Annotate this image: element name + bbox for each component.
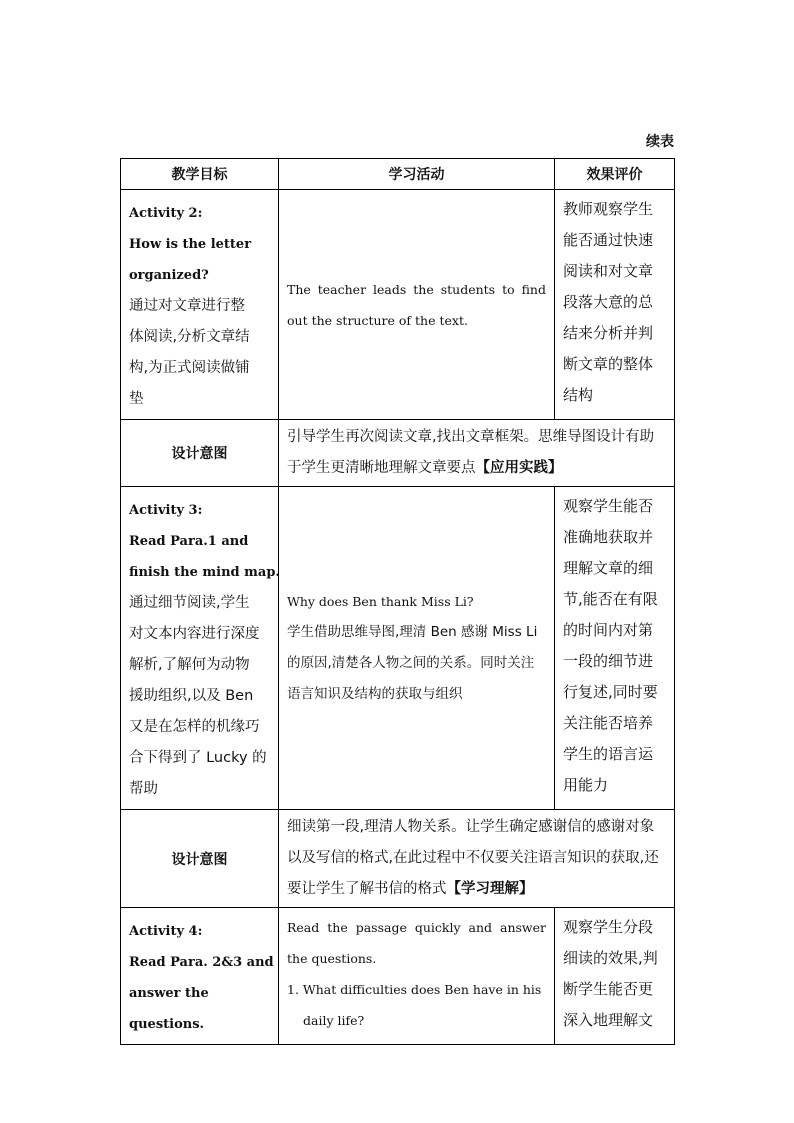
design-intent-label: 设计意图 [121,420,279,487]
goal-title-line: Activity 4: [129,924,203,939]
evaluation-line: 行复述,同时要 [563,683,658,701]
table-row-activity-4 [121,908,675,1045]
goal-cell [121,908,279,1045]
goal-desc-line: 援助组织,以及 Ben [129,688,254,704]
evaluation-line: 断文章的整体 [563,355,654,373]
goal-desc-line: 通过对文章进行整 [129,298,245,314]
goal-desc-line: 帮助 [129,781,158,797]
goal-title-line: organized? [129,268,209,283]
continued-label: 续表 [646,134,674,150]
goal-desc-line: 体阅读,分析文章结 [129,329,250,345]
lesson-plan-table [120,158,675,1045]
goal-title-line: Activity 2: [129,206,203,221]
evaluation-line: 段落大意的总 [563,293,654,311]
evaluation-line: 观察学生分段 [563,918,654,936]
evaluation-line: 结来分析并判 [563,324,654,342]
evaluation-line: 理解文章的细 [563,559,654,577]
evaluation-line: 阅读和对文章 [563,262,654,280]
evaluation-cell [555,190,675,420]
header-learning-activity: 学习活动 [279,159,555,190]
activity-cell [279,190,555,420]
goal-title-line: Read Para.1 and [129,534,249,549]
evaluation-line: 教师观察学生 [563,200,654,218]
goal-desc-line: 又是在怎样的机缘巧 [129,719,260,735]
goal-desc-line: 垫 [129,391,144,407]
evaluation-line: 观察学生能否 [563,497,654,515]
evaluation-line: 节,能否在有限 [563,590,658,608]
goal-desc-line: 对文本内容进行深度 [129,626,260,642]
activity-text-line: The teacher leads the students to find [287,281,546,297]
evaluation-line: 用能力 [563,776,609,794]
evaluation-line: 一段的细节进 [563,652,654,670]
activity-cell [279,908,555,1045]
design-intent-cell [279,810,675,908]
header-evaluation: 效果评价 [555,159,675,190]
table-row-design-intent [121,810,675,908]
goal-title-line: Read Para. 2&3 and [129,955,274,970]
evaluation-line: 的时间内对第 [563,621,654,639]
evaluation-cell [555,908,675,1045]
evaluation-line: 细读的效果,判 [563,949,658,967]
evaluation-line: 关注能否培养 [563,714,654,732]
design-intent-text: 细读第一段,理清人物关系。让学生确定感谢信的感谢对象以及写信的格式,在此过程中不仅要关注语言知识的获取,还要让学生了解书信的格式 [287,819,659,897]
evaluation-line: 能否通过快速 [563,231,654,249]
table-row-activity-2 [121,190,675,420]
activity-text-line: out the structure of the text. [287,312,468,328]
design-intent-label: 设计意图 [121,810,279,908]
activity-description: 学生借助思维导图,理清 Ben 感谢 Miss Li 的原因,清楚各人物之间的关系。同时关注语言知识及结构的获取与组织 [287,624,538,702]
goal-desc-line: 解析,了解何为动物 [129,657,250,673]
goal-title-line: Activity 3: [129,503,203,518]
goal-desc-line: 构,为正式阅读做铺 [129,360,250,376]
header-teaching-goal: 教学目标 [121,159,279,190]
evaluation-line: 准确地获取并 [563,528,654,546]
goal-cell [121,190,279,420]
table-header-row [121,159,675,190]
goal-desc-line: 通过细节阅读,学生 [129,595,250,611]
activity-question: Why does Ben thank Miss Li? [287,594,474,609]
goal-title-line: answer the [129,986,209,1001]
activity-cell [279,487,555,810]
design-intent-text: 引导学生再次阅读文章,找出文章框架。思维导图设计有助于学生更清晰地理解文章要点 [287,429,655,476]
design-intent-tag: 【应用实践】 [475,460,563,476]
goal-title-line: How is the letter [129,237,252,252]
evaluation-line: 学生的语言运 [563,745,654,763]
design-intent-cell [279,420,675,487]
goal-cell [121,487,279,810]
goal-title-line: finish the mind map. [129,565,280,580]
evaluation-cell [555,487,675,810]
evaluation-line: 断学生能否更 [563,980,654,998]
goal-desc-line: 合下得到了 Lucky 的 [129,750,267,766]
evaluation-line: 结构 [563,386,594,404]
evaluation-line: 深入地理解文 [563,1011,654,1029]
activity-instruction: Read the passage quickly and answer the questions. [287,920,546,966]
activity-question-1: 1. What difficulties does Ben have in his daily life? [287,982,542,1028]
table-row-design-intent [121,420,675,487]
goal-title-line: questions. [129,1017,205,1032]
design-intent-tag: 【学习理解】 [446,881,534,897]
table-row-activity-3 [121,487,675,810]
